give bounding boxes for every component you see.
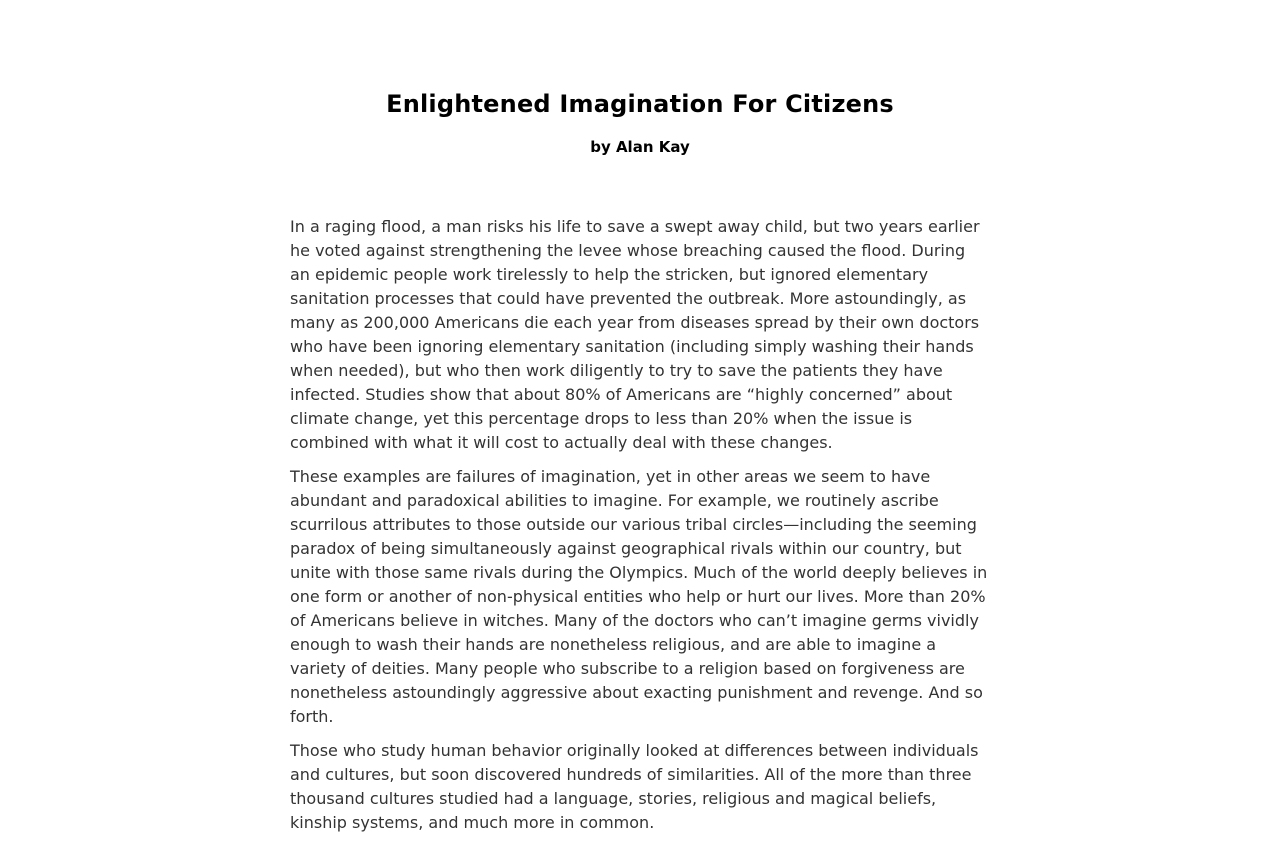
article-body — [290, 215, 990, 845]
paragraph-2: These examples are failures of imagination, yet in other areas we seem to have abundant and paradoxical abilities to imagine. For example, we routinely ascribe scurrilous attributes to those outside our various tribal circles—including the seeming paradox of being simultaneously against geographical rivals within our country, but unite with those same rivals during the Olympics. Much of the world deeply believes in one form or another of non-physical entities who help or hurt our lives. More than 20% of Americans believe in witches. Many of the doctors who can’t imagine germs vividly enough to wash their hands are nonetheless religious, and are able to imagine a variety of deities. Many people who subscribe to a religion based on forgiveness are nonetheless astoundingly aggressive about exacting punishment and revenge. And so forth. — [290, 467, 988, 726]
article-title: Enlightened Imagination For Citizens — [386, 90, 894, 118]
paragraph-3: Those who study human behavior originally looked at differences between individuals and cultures, but soon discovered hundreds of similarities. All of the more than three thousand cultures studied had a language, stories, religious and magical beliefs, kinship systems, and much more in common. — [290, 741, 979, 832]
paragraph-1: In a raging flood, a man risks his life to save a swept away child, but two years earlier he voted against strengthening the levee whose breaching caused the flood. During an epidemic people work tirelessly to help the stricken, but ignored elementary sanitation processes that could have prevented the outbreak. More astoundingly, as many as 200,000 Americans die each year from diseases spread by their own doctors who have been ignoring elementary sanitation (including simply washing their hands when needed), but who then work diligently to try to save the patients they have infected. Studies show that about 80% of Americans are “highly concerned” about climate change, yet this percentage drops to less than 20% when the issue is combined with what it will cost to actually deal with these changes. — [290, 217, 980, 452]
article-byline: by Alan Kay — [590, 138, 690, 156]
